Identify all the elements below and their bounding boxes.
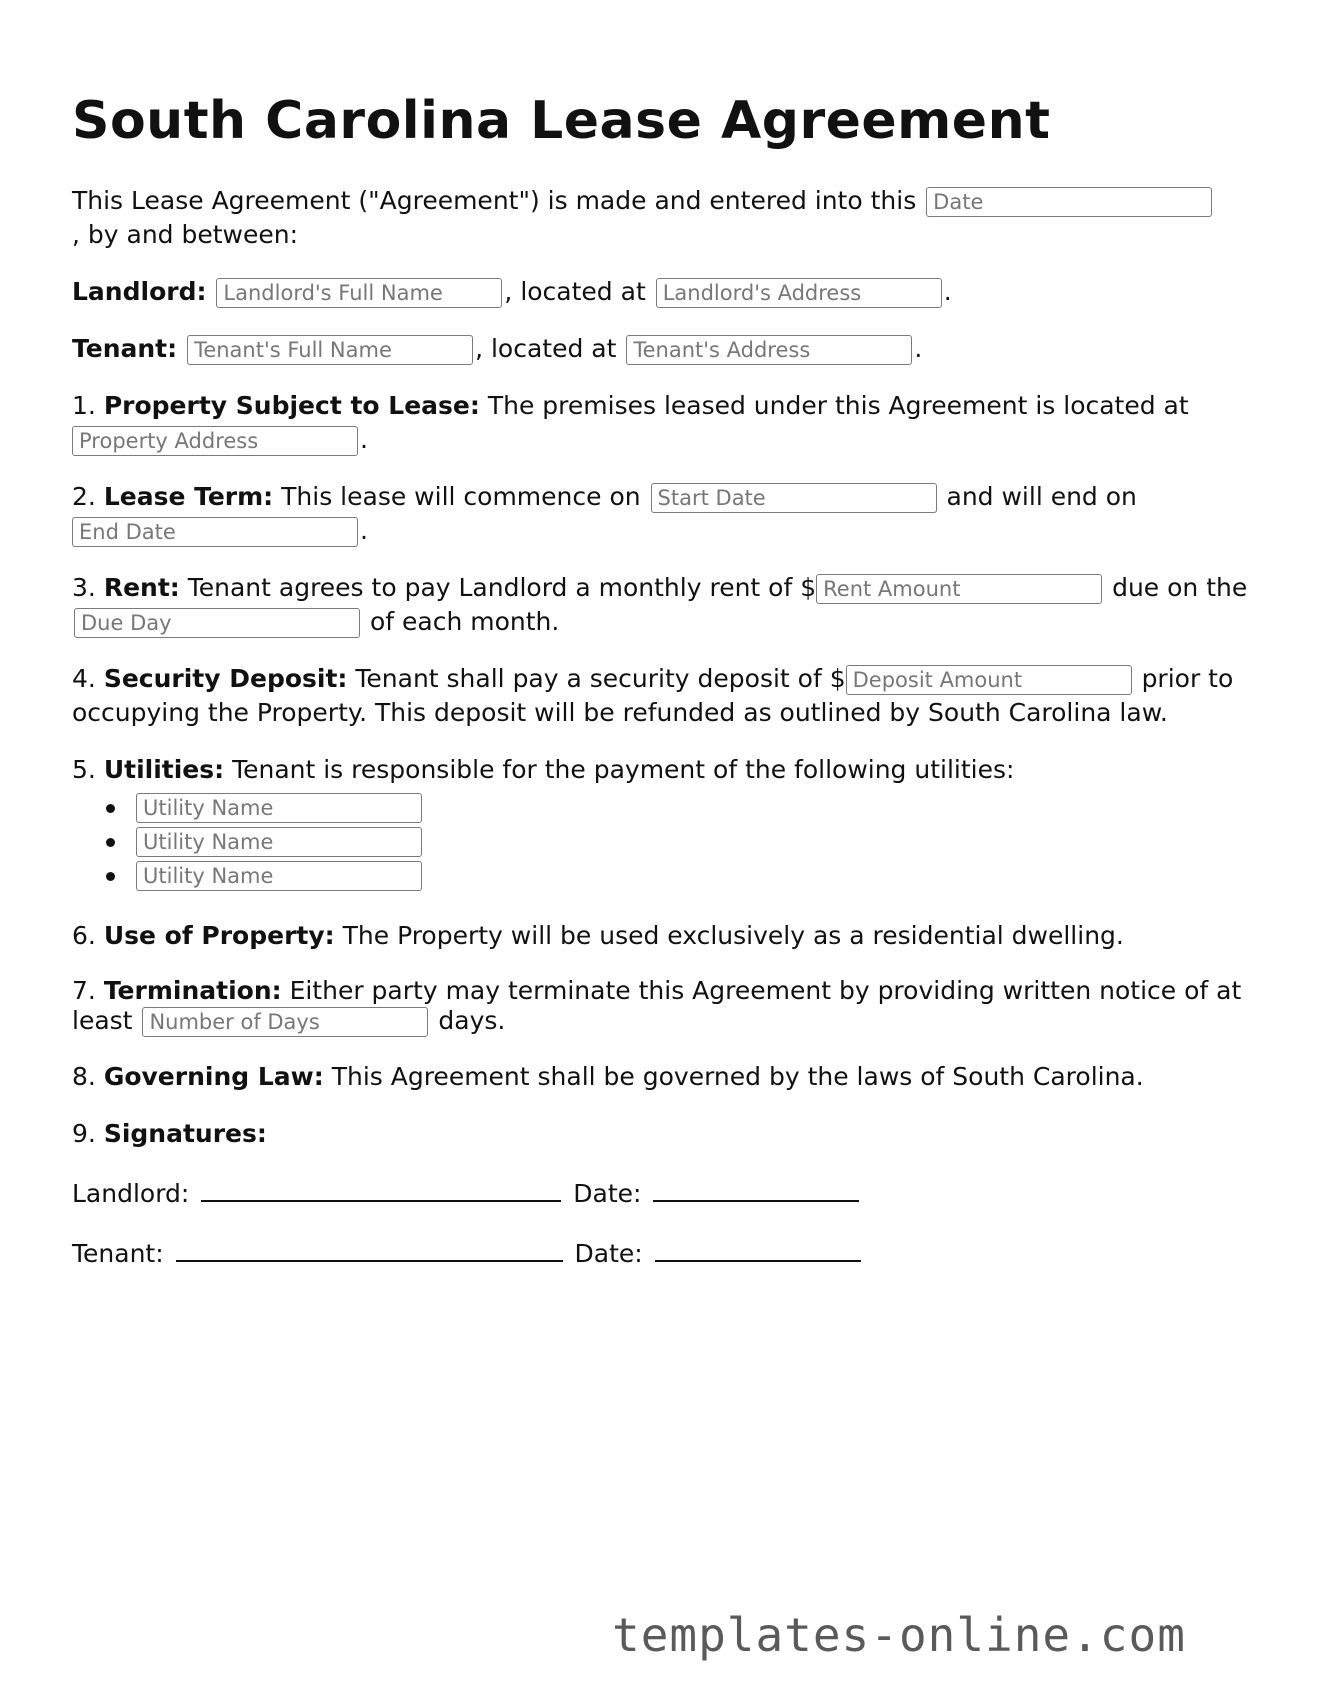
section-number: 4. (72, 663, 96, 693)
tenant-name-field[interactable] (187, 335, 473, 365)
section-heading: Lease Term: (103, 481, 274, 511)
intro-paragraph (72, 184, 1252, 252)
list-item (106, 793, 1252, 827)
landlord-signature-label: Landlord: (72, 1178, 190, 1208)
tenant-line (72, 332, 1252, 366)
tenant-signature-line (72, 1234, 1252, 1271)
tenant-signature-label: Tenant: (72, 1238, 164, 1268)
section-text: Either party may terminate this Agreement by providing written notice of at least (72, 975, 1242, 1035)
section-text-middle: due on the (1112, 572, 1248, 602)
landlord-date-blank[interactable] (653, 1174, 859, 1202)
intro-text-after: , by and between: (72, 219, 299, 249)
section-heading: Use of Property: (103, 920, 335, 950)
tenant-date-label: Date: (574, 1238, 643, 1268)
utilities-list (72, 793, 1252, 895)
section-utilities (72, 753, 1252, 787)
section-heading: Rent: (103, 572, 180, 602)
landlord-end: . (943, 276, 952, 306)
section-number: 1. (72, 390, 96, 420)
rent-amount-field[interactable] (816, 574, 1102, 604)
tenant-signature-blank[interactable] (176, 1234, 563, 1262)
section-text-middle: and will end on (946, 481, 1137, 511)
utility-name-field-1[interactable] (136, 793, 422, 823)
section-text: This lease will commence on (281, 481, 641, 511)
landlord-address-field[interactable] (656, 278, 942, 308)
section-text: Tenant shall pay a security deposit of $ (355, 663, 846, 693)
section-number: 5. (72, 754, 96, 784)
landlord-line (72, 275, 1252, 309)
section-termination (72, 976, 1252, 1037)
section-number: 8. (72, 1061, 96, 1091)
bullet-icon (106, 838, 115, 847)
section-rent (72, 571, 1252, 639)
section-use (72, 919, 1252, 953)
section-text-after: days. (438, 1005, 506, 1035)
section-heading: Termination: (103, 975, 282, 1005)
section-signatures (72, 1117, 1252, 1151)
section-text: The premises leased under this Agreement is located at (487, 390, 1189, 420)
section-law (72, 1060, 1252, 1094)
section-heading: Signatures: (103, 1118, 267, 1148)
section-text-after: prior to occupying the Property. This deposit will be refunded as outlined by South Carolina law. (72, 663, 1234, 727)
agreement-date-field[interactable] (926, 187, 1212, 217)
list-item (106, 861, 1252, 895)
section-end: . (360, 424, 368, 454)
tenant-address-field[interactable] (626, 335, 912, 365)
tenant-located-text: , located at (475, 333, 617, 363)
section-deposit (72, 662, 1252, 730)
section-number: 6. (72, 920, 96, 950)
landlord-date-label: Date: (573, 1178, 642, 1208)
section-text: Tenant agrees to pay Landlord a monthly rent of $ (187, 572, 817, 602)
landlord-name-field[interactable] (216, 278, 502, 308)
section-number: 3. (72, 572, 96, 602)
section-end: . (360, 515, 368, 545)
landlord-label: Landlord: (72, 276, 207, 306)
section-number: 7. (72, 975, 96, 1005)
section-heading: Utilities: (103, 754, 225, 784)
section-heading: Security Deposit: (103, 663, 348, 693)
site-watermark: templates-online.com (612, 1608, 1186, 1662)
tenant-end: . (914, 333, 923, 363)
utility-name-field-2[interactable] (136, 827, 422, 857)
section-number: 9. (72, 1118, 96, 1148)
notice-days-field[interactable] (142, 1007, 428, 1037)
landlord-located-text: , located at (504, 276, 646, 306)
due-day-field[interactable] (74, 608, 360, 638)
section-text: This Agreement shall be governed by the laws of South Carolina. (331, 1061, 1144, 1091)
tenant-date-blank[interactable] (655, 1234, 861, 1262)
document-title: South Carolina Lease Agreement (72, 91, 1051, 151)
section-text: Tenant is responsible for the payment of the following utilities: (232, 754, 1015, 784)
lease-document (72, 0, 1252, 1294)
property-address-field[interactable] (72, 426, 358, 456)
list-item (106, 827, 1252, 861)
deposit-amount-field[interactable] (846, 665, 1132, 695)
bullet-icon (106, 804, 115, 813)
section-property (72, 389, 1252, 457)
tenant-label: Tenant: (72, 333, 178, 363)
utility-name-field-3[interactable] (136, 861, 422, 891)
landlord-signature-blank[interactable] (201, 1174, 561, 1202)
section-number: 2. (72, 481, 96, 511)
landlord-signature-line (72, 1174, 1252, 1211)
section-heading: Governing Law: (103, 1061, 324, 1091)
end-date-field[interactable] (72, 517, 358, 547)
section-text: The Property will be used exclusively as a residential dwelling. (342, 920, 1124, 950)
section-heading: Property Subject to Lease: (103, 390, 480, 420)
bullet-icon (106, 872, 115, 881)
start-date-field[interactable] (651, 483, 937, 513)
section-text-after: of each month. (369, 606, 560, 636)
intro-text: This Lease Agreement ("Agreement") is made and entered into this (72, 185, 917, 215)
section-term (72, 480, 1252, 548)
